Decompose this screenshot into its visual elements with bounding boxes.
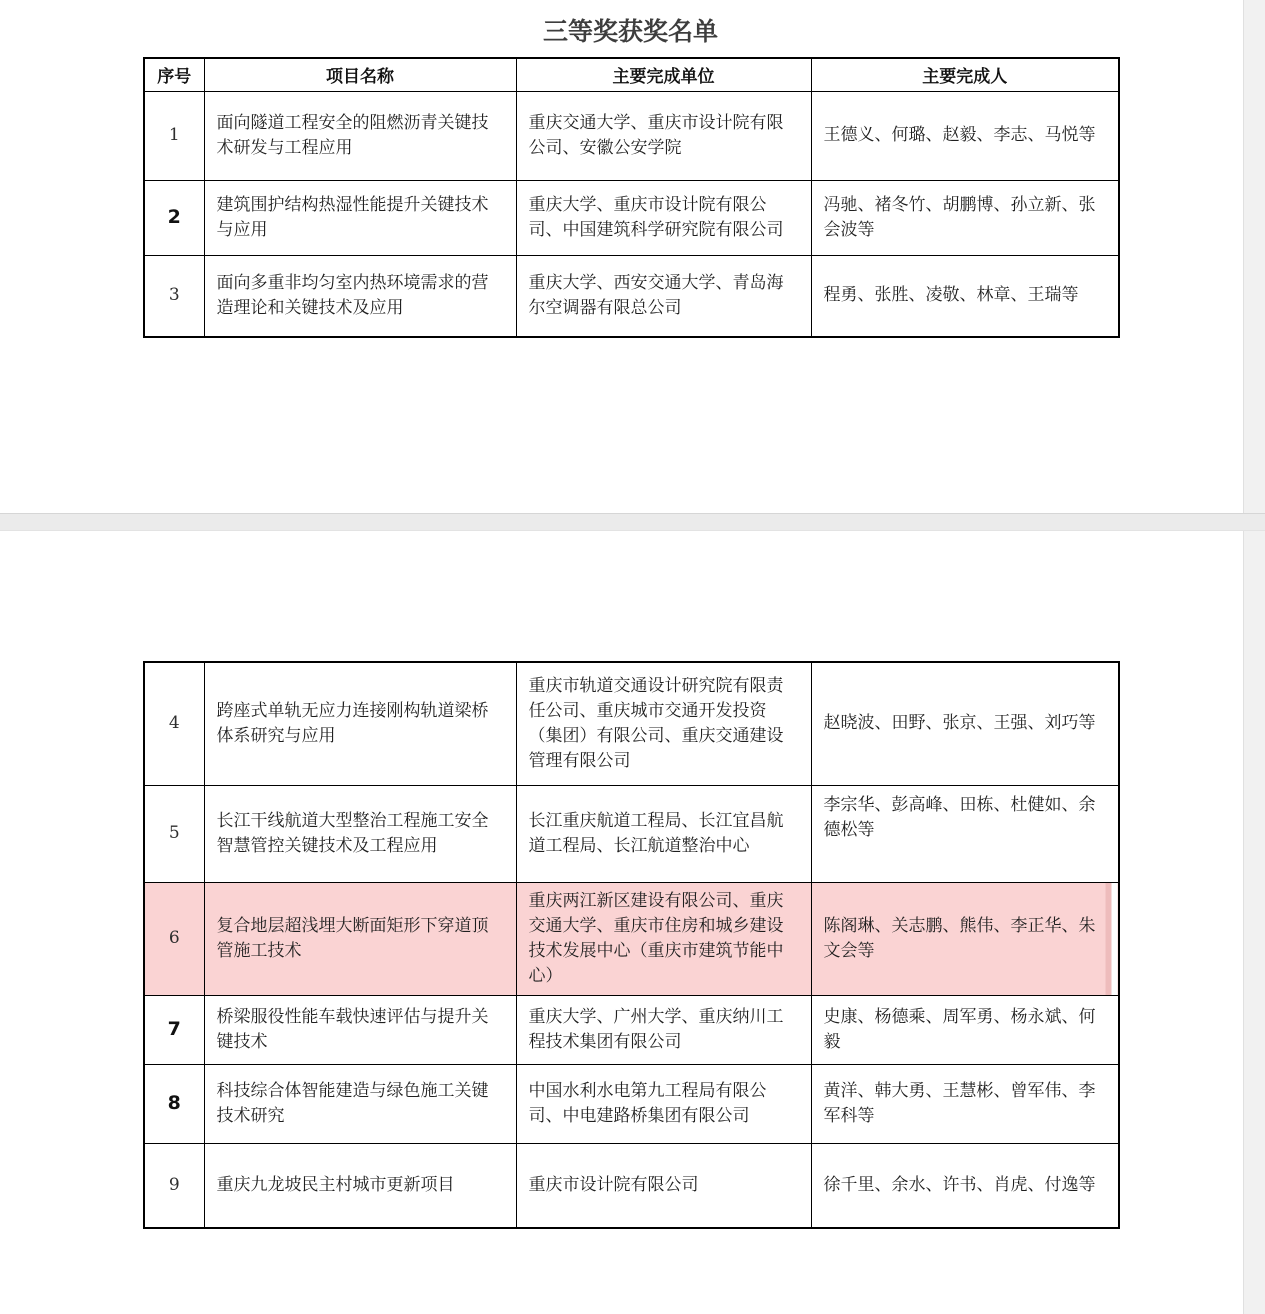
row-number-cell: 5 <box>144 785 204 882</box>
document-page-1 <box>0 0 1244 513</box>
completing-people-cell: 程勇、张胜、凌敬、林章、王瑞等 <box>811 255 1119 337</box>
completing-units-cell: 重庆市设计院有限公司 <box>516 1143 811 1228</box>
completing-units-cell: 长江重庆航道工程局、长江宜昌航道工程局、长江航道整治中心 <box>516 785 811 882</box>
row-number-cell: 6 <box>144 882 204 995</box>
project-name-cell: 面向多重非均匀室内热环境需求的营造理论和关键技术及应用 <box>204 255 516 337</box>
row-number-cell: 2 <box>144 180 204 255</box>
column-header-project: 项目名称 <box>204 58 516 91</box>
project-name-cell: 桥梁服役性能车载快速评估与提升关键技术 <box>204 995 516 1064</box>
completing-people-cell: 赵晓波、田野、张京、王强、刘巧等 <box>811 662 1119 785</box>
completing-units-cell: 重庆市轨道交通设计研究院有限责任公司、重庆城市交通开发投资（集团）有限公司、重庆交通建设管理有限公司 <box>516 662 811 785</box>
awards-table-page1 <box>143 57 1120 338</box>
table-row <box>144 180 1119 255</box>
completing-people-cell: 王德义、何璐、赵毅、李志、马悦等 <box>811 91 1119 180</box>
completing-units-cell: 中国水利水电第九工程局有限公司、中电建路桥集团有限公司 <box>516 1064 811 1143</box>
row-number-cell: 8 <box>144 1064 204 1143</box>
completing-people-cell: 黄洋、韩大勇、王慧彬、曾军伟、李军科等 <box>811 1064 1119 1143</box>
completing-units-cell: 重庆两江新区建设有限公司、重庆交通大学、重庆市住房和城乡建设技术发展中心（重庆市建筑节能中心） <box>516 882 811 995</box>
page-gap <box>0 513 1265 531</box>
table-header-row <box>144 58 1119 91</box>
completing-people-cell: 陈阁琳、关志鹏、熊伟、李正华、朱文会等 <box>811 882 1119 995</box>
column-header-units: 主要完成单位 <box>516 58 811 91</box>
table-row <box>144 1143 1119 1228</box>
table-row <box>144 255 1119 337</box>
row-number-cell: 3 <box>144 255 204 337</box>
project-name-cell: 复合地层超浅埋大断面矩形下穿道顶管施工技术 <box>204 882 516 995</box>
column-header-number: 序号 <box>144 58 204 91</box>
completing-people-cell: 史康、杨德乘、周军勇、杨永斌、何毅 <box>811 995 1119 1064</box>
document-page-2 <box>0 531 1244 1314</box>
table-row <box>144 91 1119 180</box>
table-row <box>144 662 1119 785</box>
table-row <box>144 785 1119 882</box>
project-name-cell: 重庆九龙坡民主村城市更新项目 <box>204 1143 516 1228</box>
page-title: 三等奖获奖名单 <box>542 17 718 46</box>
column-header-people: 主要完成人 <box>811 58 1119 91</box>
row-number-cell: 9 <box>144 1143 204 1228</box>
row-number-cell: 1 <box>144 91 204 180</box>
completing-people-cell: 冯驰、褚冬竹、胡鹏博、孙立新、张会波等 <box>811 180 1119 255</box>
awards-table-page2 <box>143 661 1120 1229</box>
project-name-cell: 建筑围护结构热湿性能提升关键技术与应用 <box>204 180 516 255</box>
completing-units-cell: 重庆大学、重庆市设计院有限公司、中国建筑科学研究院有限公司 <box>516 180 811 255</box>
project-name-cell: 长江干线航道大型整治工程施工安全智慧管控关键技术及工程应用 <box>204 785 516 882</box>
project-name-cell: 科技综合体智能建造与绿色施工关键技术研究 <box>204 1064 516 1143</box>
table-row <box>144 995 1119 1064</box>
completing-units-cell: 重庆大学、广州大学、重庆纳川工程技术集团有限公司 <box>516 995 811 1064</box>
table-row <box>144 882 1119 995</box>
project-name-cell: 跨座式单轨无应力连接刚构轨道梁桥体系研究与应用 <box>204 662 516 785</box>
completing-units-cell: 重庆交通大学、重庆市设计院有限公司、安徽公安学院 <box>516 91 811 180</box>
table-row <box>144 1064 1119 1143</box>
completing-people-cell: 李宗华、彭高峰、田栋、杜健如、余德松等 <box>811 785 1119 882</box>
project-name-cell: 面向隧道工程安全的阻燃沥青关键技术研发与工程应用 <box>204 91 516 180</box>
row-number-cell: 4 <box>144 662 204 785</box>
row-number-cell: 7 <box>144 995 204 1064</box>
completing-people-cell: 徐千里、余水、许书、肖虎、付逸等 <box>811 1143 1119 1228</box>
completing-units-cell: 重庆大学、西安交通大学、青岛海尔空调器有限总公司 <box>516 255 811 337</box>
